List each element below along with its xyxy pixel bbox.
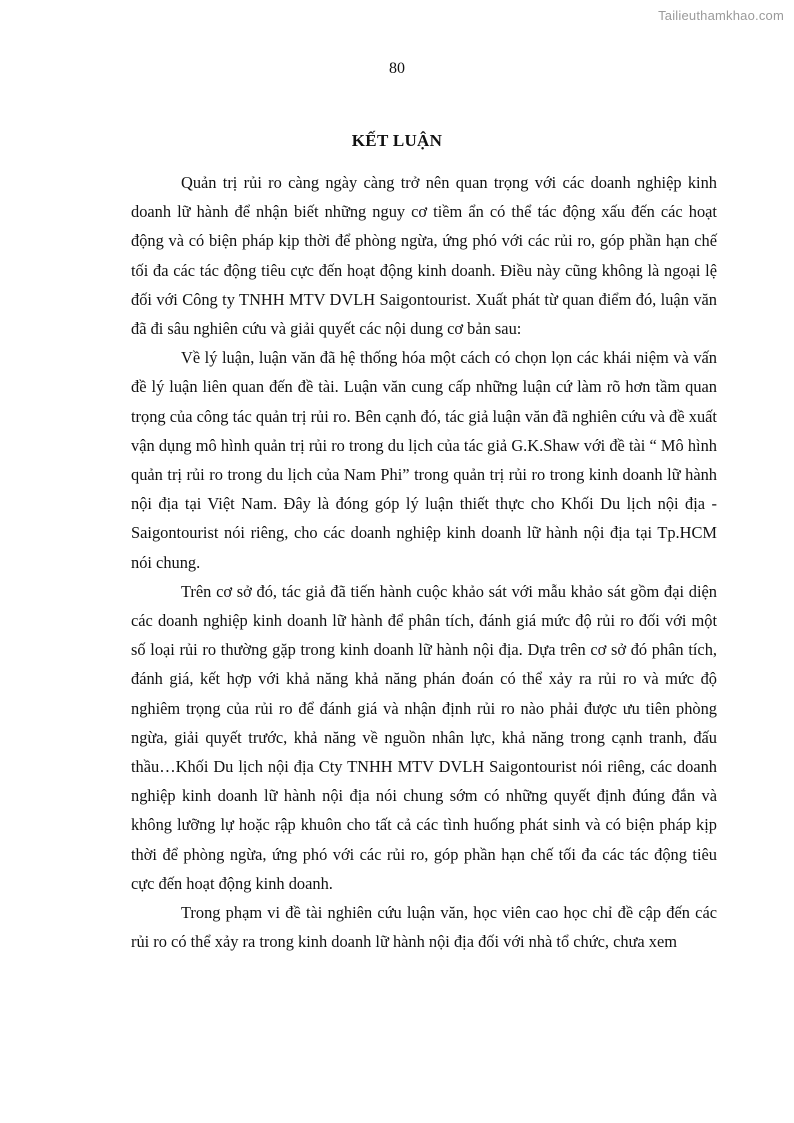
body-text <box>131 168 717 956</box>
watermark: Tailieuthamkhao.com <box>658 8 784 23</box>
paragraph-survey: Trên cơ sở đó, tác giả đã tiến hành cuộc khảo sát với mẫu khảo sát gồm đại diện các doanh nghiệp kinh doanh lữ hành để phân tích, đánh giá mức độ rủi ro đối với một số loại rủi ro thường gặp trong kinh doanh lữ hành nội địa. Dựa trên cơ sở đó phân tích, đánh giá, kết hợp với khả năng khả năng phán đoán có thể xảy ra rủi ro và mức độ nghiêm trọng của rủi ro để đánh giá và nhận định rủi ro nào phải được ưu tiên phòng ngừa, giải quyết trước, khả năng về nguồn nhân lực, khả năng trong cạnh tranh, đấu thầu…Khối Du lịch nội địa Cty TNHH MTV DVLH Saigontourist nói riêng, các doanh nghiệp kinh doanh lữ hành nội địa nói chung sớm có những quyết định đúng đắn và không lưỡng lự hoặc rập khuôn cho tất cả các tình huống phát sinh và có biện pháp kịp thời để phòng ngừa, ứng phó với các rủi ro, góp phần hạn chế tối đa các tác động tiêu cực đến hoạt động kinh doanh. <box>131 581 717 893</box>
page-number: 80 <box>389 60 405 77</box>
paragraph-intro: Quản trị rủi ro càng ngày càng trở nên quan trọng với các doanh nghiệp kinh doanh lữ hành để nhận biết những nguy cơ tiềm ẩn có thể tác động xấu đến các hoạt động và có biện pháp kịp thời để phòng ngừa, ứng phó với các rủi ro, góp phần hạn chế tối đa các tác động tiêu cực đến hoạt động kinh doanh. Điều này cũng không là ngoại lệ đối với Công ty TNHH MTV DVLH Saigontourist. Xuất phát từ quan điểm đó, luận văn đã đi sâu nghiên cứu và giải quyết các nội dung cơ bản sau: <box>131 173 717 339</box>
paragraph-theory: Về lý luận, luận văn đã hệ thống hóa một cách có chọn lọn các khái niệm và vấn đề lý luận liên quan đến đề tài. Luận văn cung cấp những luận cứ làm rõ hơn tầm quan trọng của công tác quản trị rủi ro. Bên cạnh đó, tác giả luận văn đã nghiên cứu và đề xuất vận dụng mô hình quản trị rủi ro trong du lịch của tác giả G.K.Shaw với đề tài “ Mô hình quản trị rủi ro trong du lịch của Nam Phi” trong quản trị rủi ro trong kinh doanh lữ hành nội địa tại Việt Nam. Đây là đóng góp lý luận thiết thực cho Khối Du lịch nội địa - Saigontourist nói riêng, cho các doanh nghiệp kinh doanh lữ hành nội địa tại Tp.HCM nói chung. <box>131 348 717 572</box>
paragraph-scope: Trong phạm vi đề tài nghiên cứu luận văn, học viên cao học chỉ đề cập đến các rủi ro có thể xảy ra trong kinh doanh lữ hành nội địa đối với nhà tổ chức, chưa xem <box>131 903 717 952</box>
page-title: KẾT LUẬN <box>351 131 443 150</box>
